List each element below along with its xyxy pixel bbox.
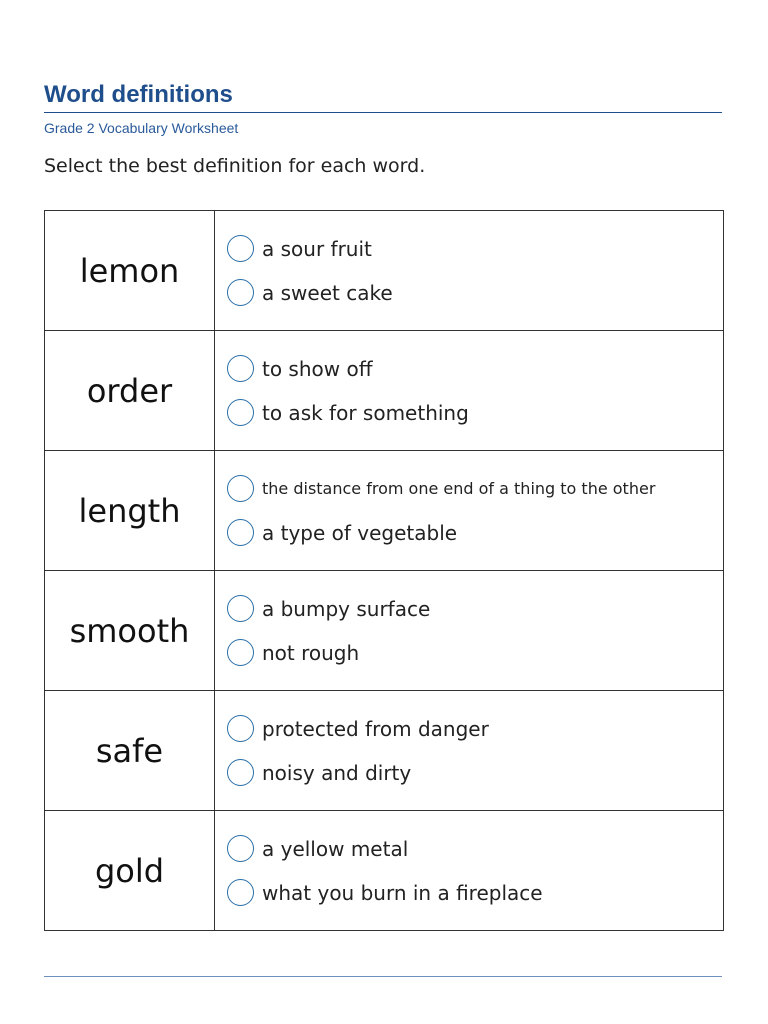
definition-option[interactable] — [227, 511, 723, 555]
vocabulary-word: order — [45, 331, 215, 451]
vocabulary-table — [44, 210, 724, 931]
definition-option[interactable] — [227, 707, 723, 751]
definition-option[interactable] — [227, 751, 723, 795]
radio-button[interactable] — [227, 715, 254, 742]
radio-button[interactable] — [227, 279, 254, 306]
definition-label: a yellow metal — [262, 836, 409, 861]
radio-button[interactable] — [227, 399, 254, 426]
radio-button[interactable] — [227, 835, 254, 862]
table-row — [45, 691, 724, 811]
definition-label: what you burn in a fireplace — [262, 880, 543, 905]
definition-options — [215, 211, 724, 331]
definition-label: noisy and dirty — [262, 760, 412, 785]
table-row — [45, 211, 724, 331]
radio-button[interactable] — [227, 475, 254, 502]
vocabulary-word: safe — [45, 691, 215, 811]
definition-options — [215, 451, 724, 571]
footer-divider — [44, 976, 722, 977]
definition-option[interactable] — [227, 467, 723, 511]
definition-options — [215, 691, 724, 811]
definition-option[interactable] — [227, 391, 723, 435]
table-row — [45, 451, 724, 571]
definition-label: the distance from one end of a thing to the other — [262, 479, 656, 498]
table-row — [45, 331, 724, 451]
vocabulary-word: lemon — [45, 211, 215, 331]
definition-option[interactable] — [227, 347, 723, 391]
definition-option[interactable] — [227, 631, 723, 675]
vocabulary-word: gold — [45, 811, 215, 931]
definition-options — [215, 571, 724, 691]
table-row — [45, 571, 724, 691]
instructions-text: Select the best definition for each word. — [44, 155, 426, 177]
definition-label: a sweet cake — [262, 280, 393, 305]
definition-label: a type of vegetable — [262, 520, 458, 545]
radio-button[interactable] — [227, 355, 254, 382]
radio-button[interactable] — [227, 595, 254, 622]
definition-option[interactable] — [227, 871, 723, 915]
definition-label: protected from danger — [262, 716, 489, 741]
radio-button[interactable] — [227, 879, 254, 906]
definition-label: to ask for something — [262, 400, 469, 425]
title-divider — [44, 112, 722, 113]
worksheet-title: Word definitions — [44, 81, 233, 108]
definition-label: a sour fruit — [262, 236, 372, 261]
radio-button[interactable] — [227, 519, 254, 546]
vocabulary-word: length — [45, 451, 215, 571]
definition-options — [215, 331, 724, 451]
radio-button[interactable] — [227, 759, 254, 786]
worksheet-subtitle: Grade 2 Vocabulary Worksheet — [44, 120, 239, 136]
definition-label: to show off — [262, 356, 373, 381]
definition-options — [215, 811, 724, 931]
definition-option[interactable] — [227, 227, 723, 271]
definition-option[interactable] — [227, 271, 723, 315]
definition-option[interactable] — [227, 587, 723, 631]
vocabulary-word: smooth — [45, 571, 215, 691]
definition-option[interactable] — [227, 827, 723, 871]
definition-label: a bumpy surface — [262, 596, 431, 621]
radio-button[interactable] — [227, 639, 254, 666]
table-row — [45, 811, 724, 931]
radio-button[interactable] — [227, 235, 254, 262]
definition-label: not rough — [262, 640, 360, 665]
